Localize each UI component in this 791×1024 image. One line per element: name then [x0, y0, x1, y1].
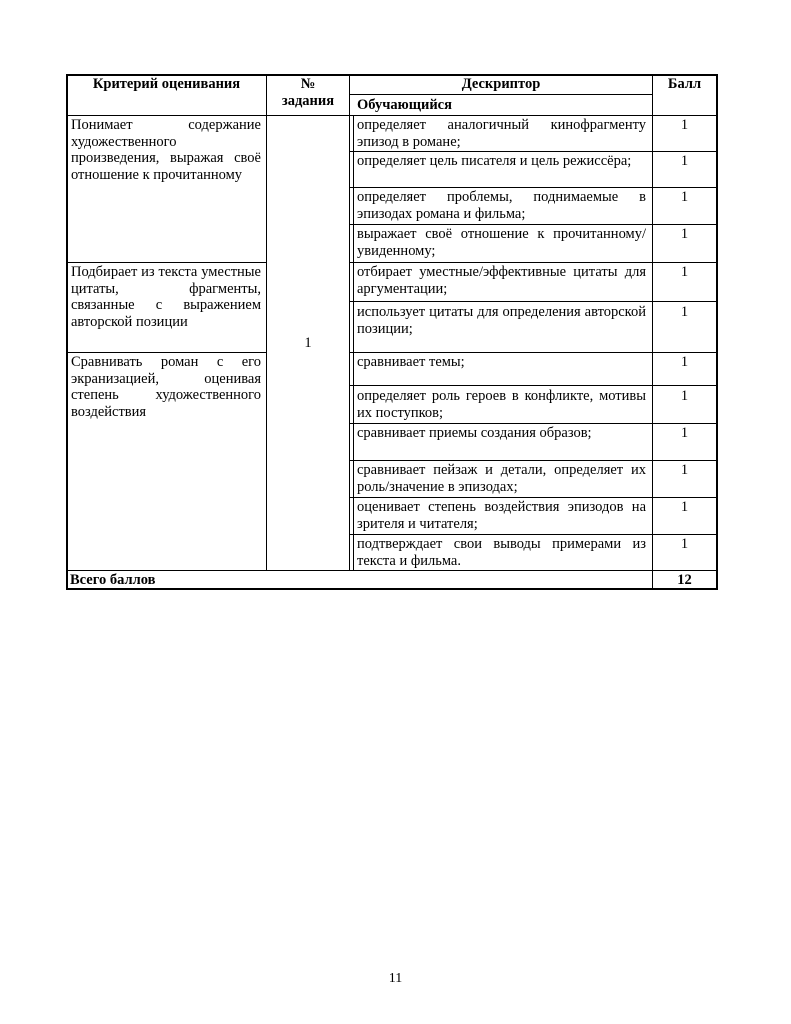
header-score: Балл	[667, 76, 702, 92]
descriptor-score: 1	[680, 499, 689, 515]
descriptor-text: сравнивает пейзаж и детали, определяет их роль/значение в эпизодах;	[357, 462, 646, 495]
descriptor-text: оценивает степень воздействия эпизодов на зрителя и читателя;	[357, 499, 646, 532]
header-descriptor: Дескриптор	[461, 76, 541, 92]
descriptor-text: подтверждает свои выводы примерами из текста и фильма.	[357, 536, 646, 569]
descriptor-text: отбирает уместные/эффективные цитаты для аргументации;	[357, 264, 646, 297]
descriptor-score: 1	[680, 153, 689, 169]
descriptor-text: выражает своё отношение к прочитанному/увиденному;	[357, 226, 646, 259]
descriptor-score: 1	[680, 462, 689, 478]
descriptor-sep-9	[349, 460, 718, 461]
total-label: Всего баллов	[70, 572, 156, 588]
descriptor-sep-5	[349, 301, 718, 302]
page-number: 11	[388, 971, 403, 986]
descriptor-score: 1	[680, 354, 689, 370]
descriptor-score: 1	[680, 189, 689, 205]
descriptor-sep-11	[349, 534, 718, 535]
descriptor-score: 1	[680, 264, 689, 280]
descriptor-sep-2	[349, 187, 718, 188]
descriptor-score: 1	[680, 388, 689, 404]
descriptor-text: определяет роль героев в конфликте, мотивы их поступков;	[357, 388, 646, 421]
descriptor-text: определяет аналогичный кинофрагменту эпизод в романе;	[357, 117, 646, 150]
header-task-label: задания	[281, 93, 335, 109]
descriptor-sep-3	[349, 224, 718, 225]
header-subdivider	[349, 94, 653, 95]
descriptor-text: сравнивает темы;	[357, 354, 465, 370]
descriptor-text: определяет проблемы, поднимаемые в эпизодах романа и фильма;	[357, 189, 646, 222]
descriptor-inner-border	[353, 115, 354, 571]
total-row-line	[66, 570, 718, 571]
descriptor-sep-1	[349, 151, 718, 152]
col-divider-1	[266, 74, 267, 571]
descriptor-sep-7	[349, 385, 718, 386]
descriptor-sep-10	[349, 497, 718, 498]
header-student: Обучающийся	[357, 97, 452, 113]
table-border-left	[66, 74, 68, 589]
criterion-sep-2	[66, 352, 267, 353]
descriptor-score: 1	[680, 226, 689, 242]
descriptor-score: 1	[680, 117, 689, 133]
descriptor-score: 1	[680, 425, 689, 441]
descriptor-sep-8	[349, 423, 718, 424]
descriptor-score: 1	[680, 536, 689, 552]
total-value: 12	[677, 572, 692, 588]
criterion-sep-1	[66, 262, 267, 263]
criterion-text: Сравнивать роман с его экранизацией, оценивая степень художественного воздействия	[71, 354, 261, 420]
descriptor-sep-6	[349, 352, 718, 353]
header-criterion: Критерий оценивания	[92, 76, 241, 92]
descriptor-sep-4	[349, 262, 718, 263]
descriptor-text: определяет цель писателя и цель режиссёра;	[357, 153, 632, 169]
criterion-text: Понимает содержание художественного произведения, выражая своё отношение к прочитанному	[71, 117, 261, 183]
descriptor-text: сравнивает приемы создания образов;	[357, 425, 592, 441]
header-task-no: №	[300, 76, 316, 92]
descriptor-text: использует цитаты для определения авторской позиции;	[357, 304, 646, 337]
criterion-text: Подбирает из текста уместные цитаты, фрагменты, связанные с выражением авторской позиции	[71, 264, 261, 330]
header-bottom-line	[66, 115, 718, 116]
descriptor-score: 1	[680, 304, 689, 320]
task-number: 1	[304, 335, 312, 351]
